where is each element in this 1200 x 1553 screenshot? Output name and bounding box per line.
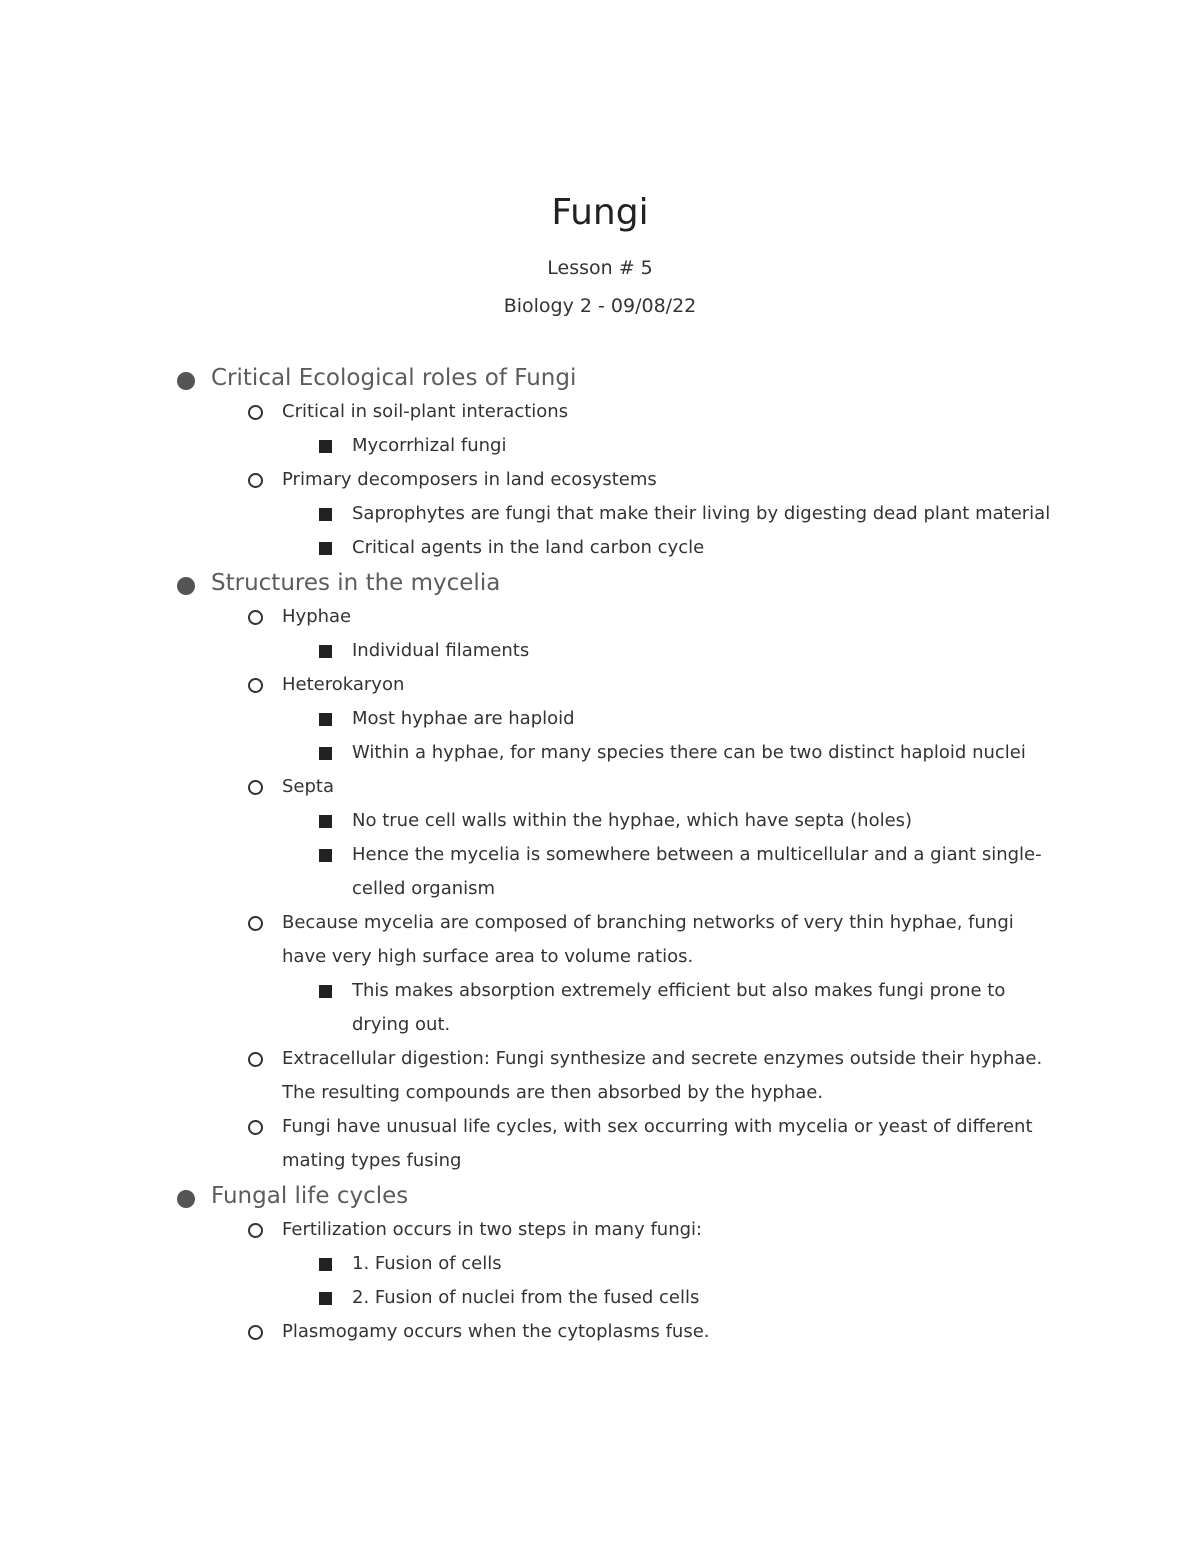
list-item-text: Plasmogamy occurs when the cytoplasms fuse. — [282, 1321, 710, 1342]
sub-list-item — [0, 1281, 1200, 1315]
section-heading-text: Critical Ecological roles of Fungi — [211, 365, 577, 391]
sub-list-item-text: Saprophytes are fungi that make their living by digesting dead plant material — [352, 503, 1051, 524]
filled-circle-bullet-icon — [177, 1190, 195, 1208]
hollow-circle-bullet-icon — [248, 473, 263, 488]
list-item — [0, 770, 1200, 804]
sub-list-item — [0, 429, 1200, 463]
hollow-circle-bullet-icon — [248, 1223, 263, 1238]
filled-square-bullet-icon — [319, 1258, 332, 1271]
list-item-text: Critical in soil-plant interactions — [282, 401, 569, 422]
sub-list-item-text: Mycorrhizal fungi — [352, 435, 507, 456]
sub-list-item — [0, 736, 1200, 770]
sub-list-item-text: Most hyphae are haploid — [352, 708, 575, 729]
hollow-circle-bullet-icon — [248, 1120, 263, 1135]
hollow-circle-bullet-icon — [248, 916, 263, 931]
sub-list-item-text: Hence the mycelia is somewhere between a multicellular and a giant single-celled organism — [352, 844, 1042, 899]
filled-square-bullet-icon — [319, 849, 332, 862]
sub-list-item — [0, 1247, 1200, 1281]
list-item — [0, 1042, 1200, 1110]
sub-list-item — [0, 634, 1200, 668]
list-item-text: Because mycelia are composed of branching networks of very thin hyphae, fungi have very high surface area to volume ratios. — [282, 912, 1014, 967]
sub-list-item — [0, 531, 1200, 565]
page-title: Fungi — [551, 192, 649, 233]
lesson-number: Lesson # 5 — [547, 257, 653, 279]
sub-list-item — [0, 974, 1200, 1042]
hollow-circle-bullet-icon — [248, 1325, 263, 1340]
sub-list-item — [0, 702, 1200, 736]
list-item — [0, 395, 1200, 429]
hollow-circle-bullet-icon — [248, 405, 263, 420]
sub-list-item-text: 2. Fusion of nuclei from the fused cells — [352, 1287, 700, 1308]
filled-square-bullet-icon — [319, 815, 332, 828]
sub-list-item-text: Critical agents in the land carbon cycle — [352, 537, 705, 558]
list-item-text: Fungi have unusual life cycles, with sex occurring with mycelia or yeast of different mating types fusing — [282, 1116, 1033, 1171]
notes-outline — [0, 360, 1200, 1349]
filled-circle-bullet-icon — [177, 372, 195, 390]
filled-square-bullet-icon — [319, 1292, 332, 1305]
hollow-circle-bullet-icon — [248, 610, 263, 625]
filled-square-bullet-icon — [319, 508, 332, 521]
list-item — [0, 1213, 1200, 1247]
sub-list-item-text: Individual filaments — [352, 640, 530, 661]
list-item — [0, 463, 1200, 497]
list-item — [0, 668, 1200, 702]
filled-circle-bullet-icon — [177, 577, 195, 595]
list-item — [0, 600, 1200, 634]
filled-square-bullet-icon — [319, 747, 332, 760]
filled-square-bullet-icon — [319, 542, 332, 555]
list-item-text: Heterokaryon — [282, 674, 405, 695]
sub-list-item-text: This makes absorption extremely efficient but also makes fungi prone to drying out. — [352, 980, 1006, 1035]
section-heading — [0, 1178, 1200, 1213]
sub-list-item-text: No true cell walls within the hyphae, which have septa (holes) — [352, 810, 913, 831]
hollow-circle-bullet-icon — [248, 678, 263, 693]
sub-list-item — [0, 838, 1200, 906]
list-item-text: Septa — [282, 776, 335, 797]
section-heading — [0, 565, 1200, 600]
list-item-text: Extracellular digestion: Fungi synthesize and secrete enzymes outside their hyphae. The resulting compounds are then absorbed by the hyphae. — [282, 1048, 1043, 1103]
filled-square-bullet-icon — [319, 713, 332, 726]
filled-square-bullet-icon — [319, 645, 332, 658]
sub-list-item — [0, 497, 1200, 531]
list-item-text: Primary decomposers in land ecosystems — [282, 469, 657, 490]
list-item — [0, 906, 1200, 974]
hollow-circle-bullet-icon — [248, 1052, 263, 1067]
list-item-text: Fertilization occurs in two steps in many fungi: — [282, 1219, 703, 1240]
list-item — [0, 1110, 1200, 1178]
course-date: Biology 2 - 09/08/22 — [503, 295, 697, 317]
sub-list-item-text: 1. Fusion of cells — [352, 1253, 502, 1274]
hollow-circle-bullet-icon — [248, 780, 263, 795]
filled-square-bullet-icon — [319, 985, 332, 998]
filled-square-bullet-icon — [319, 440, 332, 453]
sub-list-item — [0, 804, 1200, 838]
section-heading — [0, 360, 1200, 395]
list-item-text: Hyphae — [282, 606, 352, 627]
section-heading-text: Structures in the mycelia — [211, 570, 501, 596]
section-heading-text: Fungal life cycles — [211, 1183, 409, 1209]
list-item — [0, 1315, 1200, 1349]
sub-list-item-text: Within a hyphae, for many species there can be two distinct haploid nuclei — [352, 742, 1026, 763]
